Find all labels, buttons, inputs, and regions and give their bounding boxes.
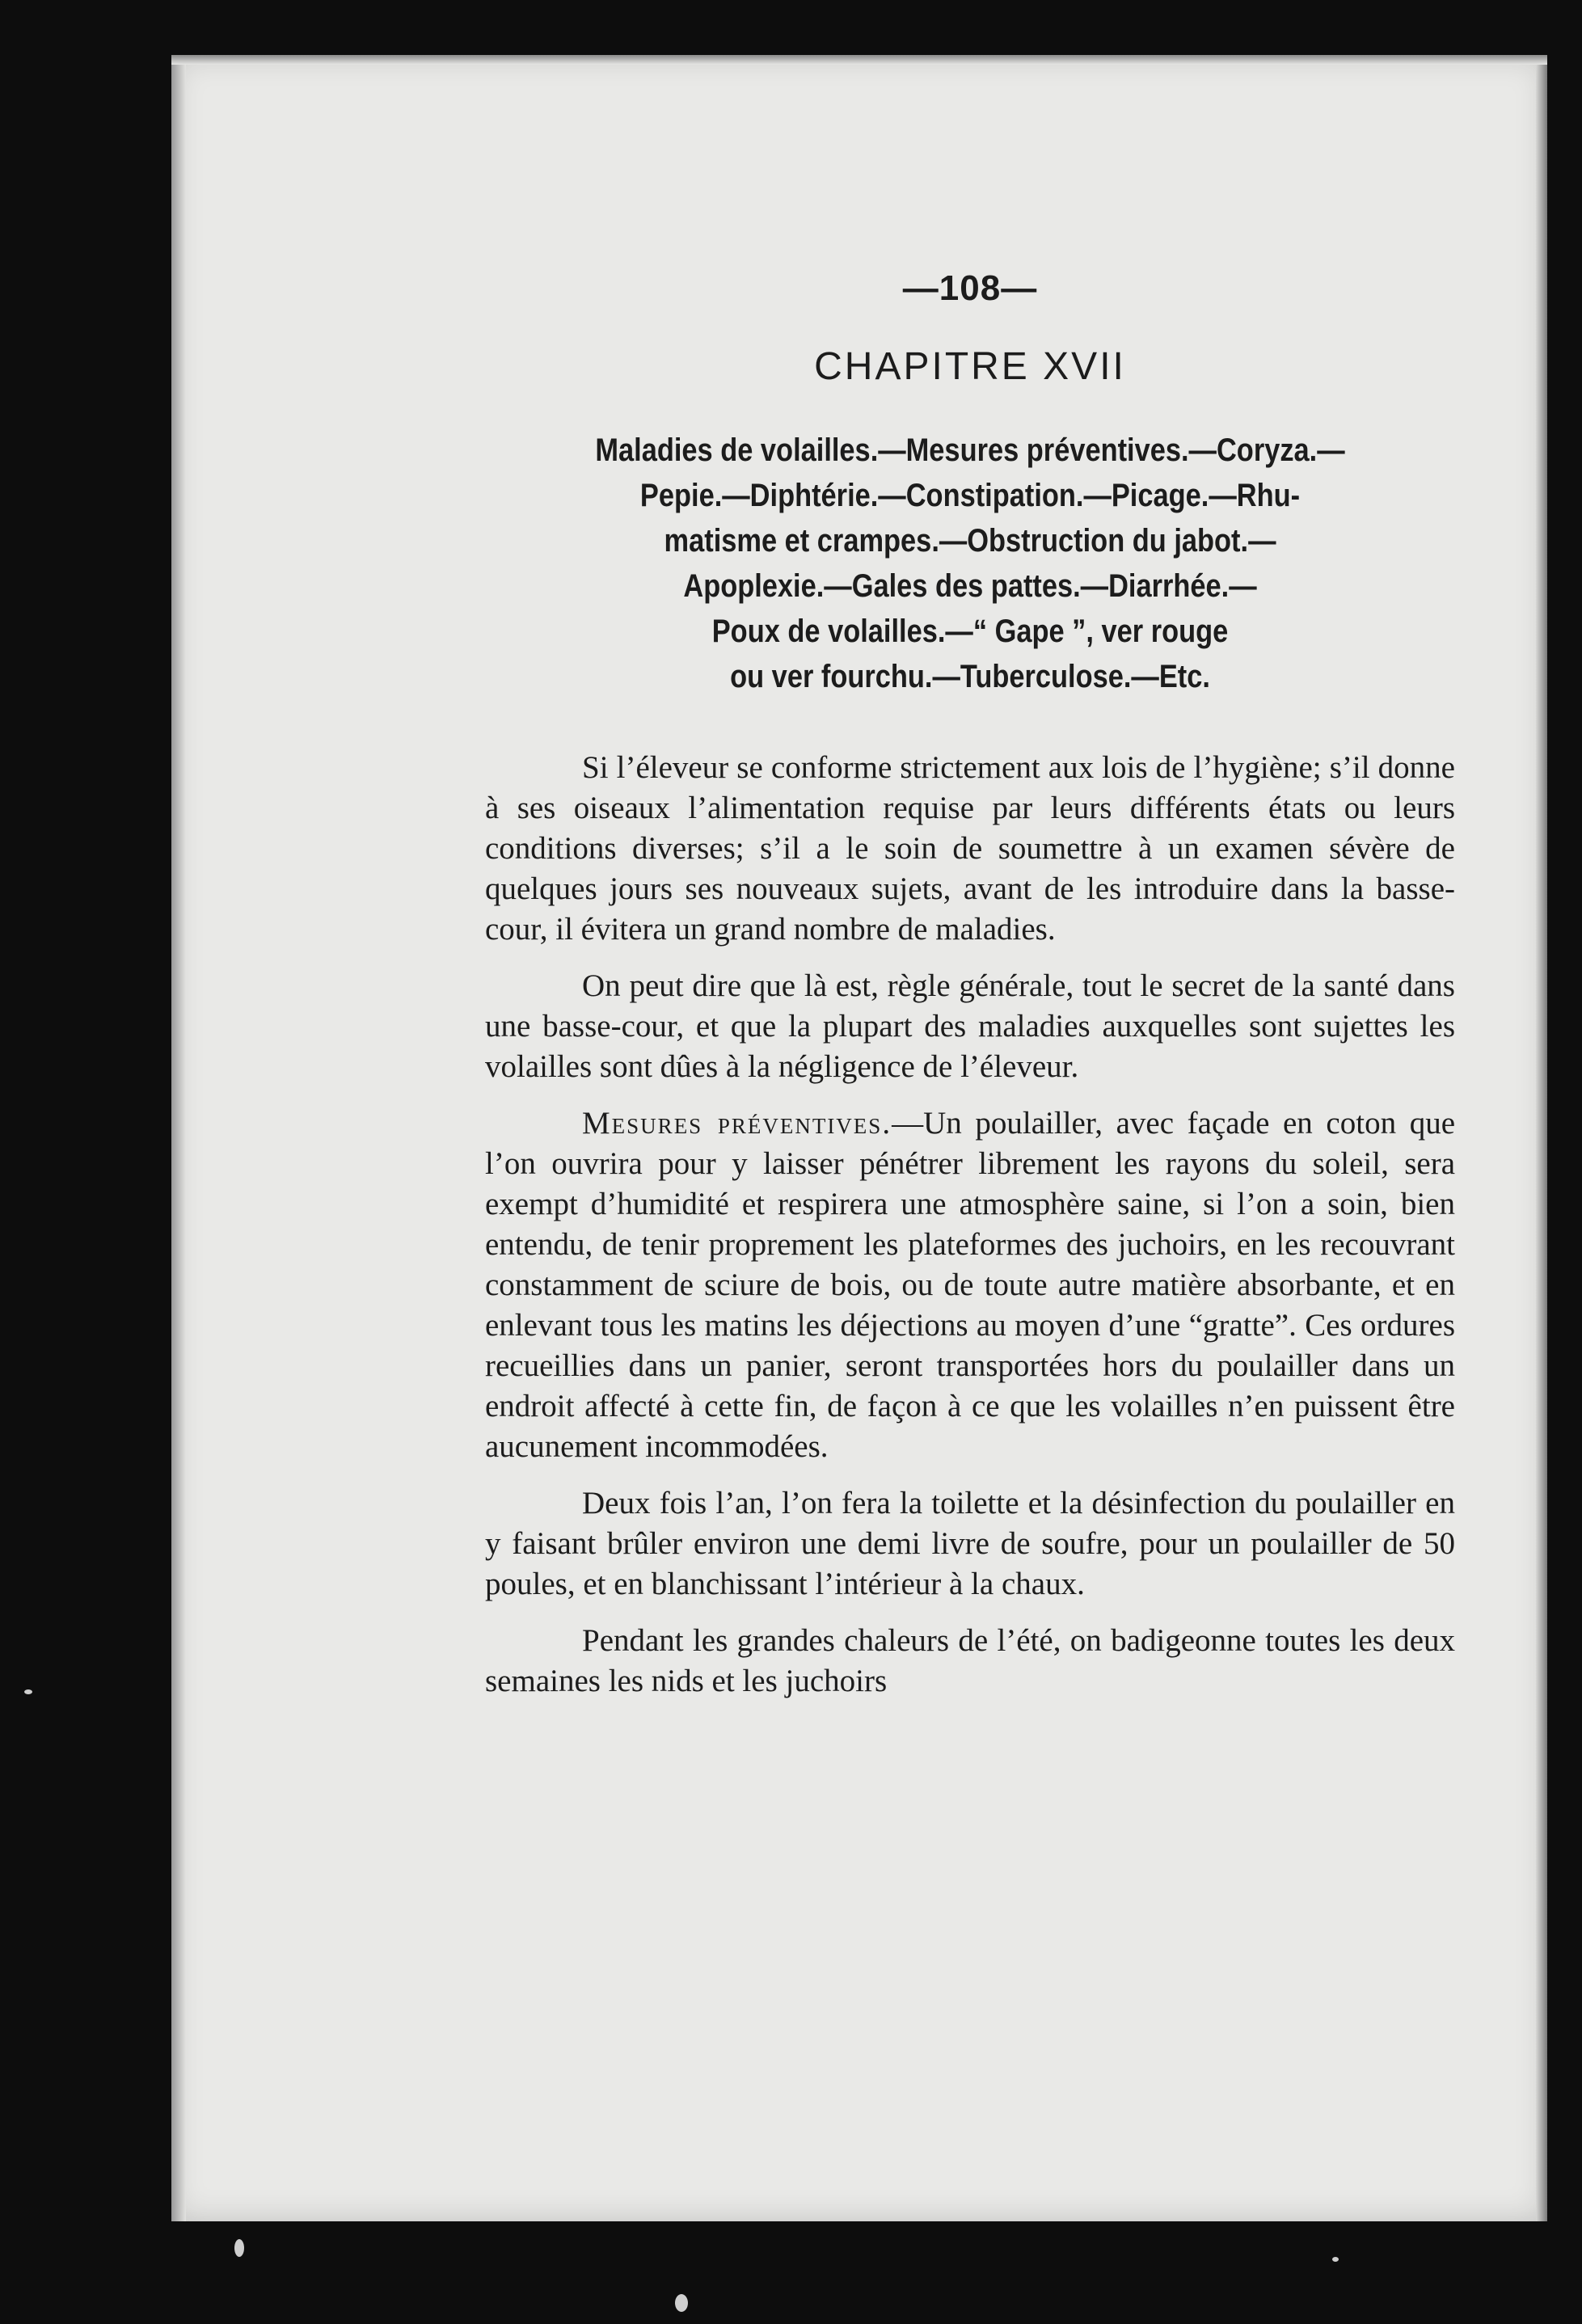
- summary-line: ou ver fourchu.—Tuberculose.—Etc.: [730, 659, 1210, 694]
- summary-line: Pepie.—Diphtérie.—Constipation.—Picage.—Rhu-: [639, 478, 1301, 513]
- page-content: [485, 259, 1455, 1718]
- summary-line: Maladies de volailles.—Mesures préventives.—Coryza.—: [595, 432, 1345, 468]
- paragraph-mesures-text: —Un poulailler, avec façade en coton que l’on ouvrira pour y laisser pénétrer librement les rayons du soleil, sera exempt d’humidité et respirera une atmosphère saine, si l’on a soin, bien entendu, de tenir proprement les plateformes des juchoirs, en les recouvrant constamment de sciure de bois, ou de toute autre matière absorbante, et en enlevant tous les matins les déjections au moyen d’une “gratte”. Ces ordures recueillies dans un panier, seront transportées hors du poulailler dans un endroit affecté à cette fin, de façon à ce que les volailles n’en puissent être aucunement incommodées.: [485, 1106, 1456, 1464]
- paragraph-hygiene: Si l’éleveur se conforme strictement aux lois de l’hygiène; s’il donne à ses oiseaux l’alimentation requise par leurs différents états ou leurs conditions diverses; s’il a le soin de soumettre à un examen sévère de quelques jours ses nouveaux sujets, avant de les introduire dans la basse-cour, il évitera un grand nombre de maladies.: [485, 750, 1455, 947]
- paragraph-desinfection: Deux fois l’an, l’on fera la toilette et la désinfection du poulailler en y faisant brûler environ une demi livre de soufre, pour un poulailler de 50 poules, et en blanchissant l’intérieur à la chaux.: [485, 1486, 1455, 1601]
- paragraph-chaleurs: Pendant les grandes chaleurs de l’été, on badigeonne toutes les deux semaines les nids et les juchoirs: [485, 1623, 1455, 1698]
- section-lead-mesures: Mesures préventives.: [582, 1106, 892, 1141]
- page-right-edge: [1536, 55, 1547, 2221]
- page-number: —108—: [902, 268, 1038, 308]
- scan-speck: [24, 1689, 32, 1694]
- scan-speck: [1332, 2257, 1339, 2262]
- chapter-title: CHAPITRE XVII: [814, 345, 1126, 388]
- scan-speck: [675, 2294, 688, 2312]
- page-top-edge: [171, 55, 1547, 65]
- summary-line: matisme et crampes.—Obstruction du jabot.—: [664, 523, 1276, 559]
- summary-line: Apoplexie.—Gales des pattes.—Diarrhée.—: [683, 568, 1257, 604]
- paragraph-mesures-preventives: [485, 1103, 1455, 1467]
- paragraph-secret-sante: On peut dire que là est, règle générale, tout le secret de la santé dans une basse-cour, et que la plupart des maladies auxquelles sont sujettes les volailles sont dûes à la négligence de l’éleveur.: [485, 968, 1455, 1084]
- page-left-edge: [171, 55, 186, 2221]
- scan-speck: [234, 2239, 244, 2257]
- chapter-summary: [553, 428, 1387, 699]
- summary-line: Poux de volailles.—“ Gape ”, ver rouge: [711, 614, 1229, 649]
